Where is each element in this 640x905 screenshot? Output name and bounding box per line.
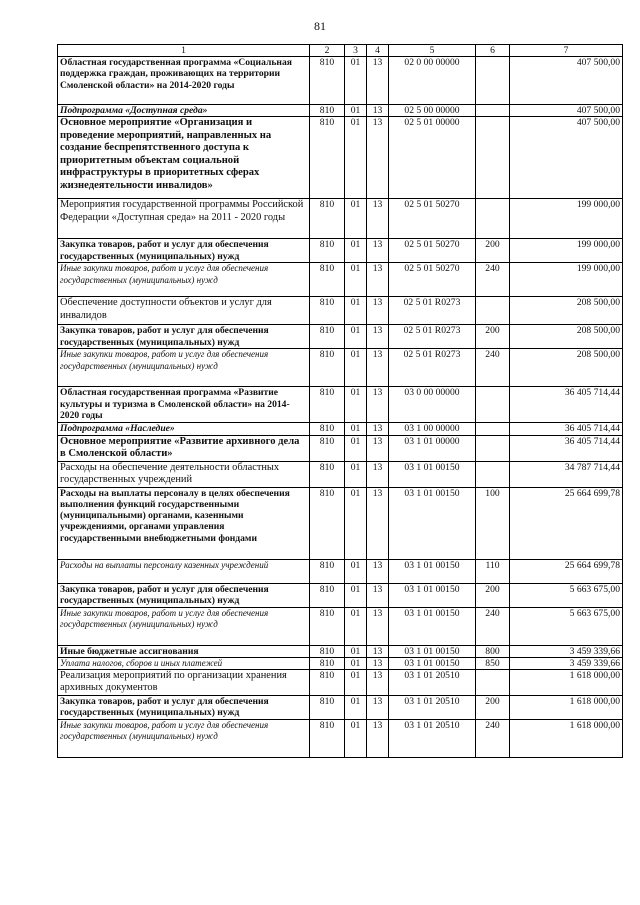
table-row [58, 645, 623, 657]
row-code-subsection: 13 [367, 670, 389, 696]
row-code-expense-type: 200 [476, 583, 510, 607]
row-code-section: 01 [345, 297, 367, 325]
row-code-ministry: 810 [310, 349, 345, 387]
row-code-ministry: 810 [310, 423, 345, 435]
row-code-expense-type [476, 297, 510, 325]
row-amount: 36 405 714,44 [510, 387, 623, 423]
row-code-subsection: 13 [367, 461, 389, 487]
row-name: Закупка товаров, работ и услуг для обеспечения государственных (муниципальных) нужд [58, 696, 310, 720]
row-code-target: 02 5 01 50270 [389, 199, 476, 239]
row-name: Реализация мероприятий по организации хранения архивных документов [58, 670, 310, 696]
row-code-subsection: 13 [367, 423, 389, 435]
row-name: Областная государственная программа «Развитие культуры и туризма в Смоленской области» на 2014-2020 годы [58, 387, 310, 423]
row-code-section: 01 [345, 657, 367, 669]
row-amount: 199 000,00 [510, 263, 623, 297]
row-code-ministry: 810 [310, 263, 345, 297]
row-code-section: 01 [345, 387, 367, 423]
row-code-ministry: 810 [310, 297, 345, 325]
header-col-5: 5 [389, 45, 476, 57]
row-code-subsection: 13 [367, 349, 389, 387]
row-name: Подпрограмма «Доступная среда» [58, 105, 310, 117]
row-code-subsection: 13 [367, 199, 389, 239]
row-code-target: 02 5 00 00000 [389, 105, 476, 117]
header-col-7: 7 [510, 45, 623, 57]
row-code-target: 02 5 01 R0273 [389, 297, 476, 325]
row-code-ministry: 810 [310, 325, 345, 349]
row-code-expense-type: 240 [476, 607, 510, 645]
row-code-section: 01 [345, 487, 367, 559]
row-code-target: 03 1 01 00000 [389, 435, 476, 461]
row-name: Расходы на выплаты персоналу казенных учреждений [58, 559, 310, 583]
table-row [58, 199, 623, 239]
budget-table [57, 44, 623, 758]
row-code-subsection: 13 [367, 117, 389, 199]
row-code-subsection: 13 [367, 657, 389, 669]
row-name: Иные бюджетные ассигнования [58, 645, 310, 657]
row-amount: 208 500,00 [510, 297, 623, 325]
table-row [58, 117, 623, 199]
row-name: Иные закупки товаров, работ и услуг для обеспечения государственных (муниципальных) нужд [58, 263, 310, 297]
row-name: Закупка товаров, работ и услуг для обеспечения государственных (муниципальных) нужд [58, 325, 310, 349]
row-code-expense-type: 200 [476, 325, 510, 349]
row-code-expense-type: 240 [476, 720, 510, 758]
row-code-ministry: 810 [310, 645, 345, 657]
row-code-section: 01 [345, 325, 367, 349]
table-row [58, 423, 623, 435]
row-code-target: 03 1 01 00150 [389, 461, 476, 487]
row-code-target: 03 1 01 00150 [389, 645, 476, 657]
row-code-section: 01 [345, 349, 367, 387]
row-code-ministry: 810 [310, 461, 345, 487]
row-code-target: 03 1 01 00150 [389, 583, 476, 607]
table-row [58, 435, 623, 461]
header-col-6: 6 [476, 45, 510, 57]
row-name: Мероприятия государственной программы Российской Федерации «Доступная среда» на 2011 - 2020 годы [58, 199, 310, 239]
row-code-target: 03 1 00 00000 [389, 423, 476, 435]
row-code-section: 01 [345, 607, 367, 645]
header-col-3: 3 [345, 45, 367, 57]
table-row [58, 607, 623, 645]
header-col-2: 2 [310, 45, 345, 57]
row-amount: 1 618 000,00 [510, 696, 623, 720]
row-code-subsection: 13 [367, 435, 389, 461]
row-amount: 407 500,00 [510, 57, 623, 105]
row-code-section: 01 [345, 263, 367, 297]
row-code-expense-type [476, 105, 510, 117]
row-code-section: 01 [345, 239, 367, 263]
table-row [58, 349, 623, 387]
row-code-ministry: 810 [310, 559, 345, 583]
row-code-expense-type: 240 [476, 263, 510, 297]
table-row [58, 696, 623, 720]
table-row [58, 239, 623, 263]
row-name: Основное мероприятие «Организация и проведение мероприятий, направленных на создание беспрепятственного доступа к приоритетным объектам социальной инфраструктуры в приоритетных сферах жизнедеятельности инвалидов» [58, 117, 310, 199]
row-code-expense-type [476, 461, 510, 487]
header-row [58, 45, 623, 57]
row-code-section: 01 [345, 670, 367, 696]
row-code-section: 01 [345, 423, 367, 435]
row-amount: 407 500,00 [510, 105, 623, 117]
row-amount: 1 618 000,00 [510, 720, 623, 758]
page-number: 81 [314, 19, 326, 33]
row-code-target: 03 1 01 20510 [389, 696, 476, 720]
row-code-section: 01 [345, 57, 367, 105]
row-code-target: 03 1 01 00150 [389, 487, 476, 559]
row-name: Расходы на выплаты персоналу в целях обеспечения выполнения функций государственными (муниципальными) органами, казенными учреждениями, органами управления государственными внебюджетными фондами [58, 487, 310, 559]
row-code-ministry: 810 [310, 435, 345, 461]
row-code-ministry: 810 [310, 487, 345, 559]
row-name: Иные закупки товаров, работ и услуг для обеспечения государственных (муниципальных) нужд [58, 607, 310, 645]
row-code-ministry: 810 [310, 239, 345, 263]
row-code-section: 01 [345, 117, 367, 199]
row-amount: 199 000,00 [510, 199, 623, 239]
row-code-section: 01 [345, 696, 367, 720]
row-code-subsection: 13 [367, 387, 389, 423]
row-code-section: 01 [345, 720, 367, 758]
row-code-subsection: 13 [367, 297, 389, 325]
row-code-ministry: 810 [310, 657, 345, 669]
row-code-section: 01 [345, 559, 367, 583]
row-code-subsection: 13 [367, 720, 389, 758]
row-amount: 36 405 714,44 [510, 435, 623, 461]
row-code-expense-type [476, 57, 510, 105]
row-code-expense-type: 850 [476, 657, 510, 669]
table-row [58, 105, 623, 117]
row-name: Иные закупки товаров, работ и услуг для обеспечения государственных (муниципальных) нужд [58, 349, 310, 387]
row-name: Основное мероприятие «Развитие архивного дела в Смоленской области» [58, 435, 310, 461]
row-code-expense-type [476, 435, 510, 461]
table-row [58, 583, 623, 607]
row-code-section: 01 [345, 461, 367, 487]
row-code-expense-type: 800 [476, 645, 510, 657]
table-row [58, 297, 623, 325]
row-code-target: 02 5 01 50270 [389, 239, 476, 263]
row-code-section: 01 [345, 199, 367, 239]
row-code-target: 03 1 01 00150 [389, 559, 476, 583]
row-code-expense-type [476, 117, 510, 199]
row-code-subsection: 13 [367, 645, 389, 657]
row-code-section: 01 [345, 105, 367, 117]
row-code-expense-type [476, 670, 510, 696]
row-code-expense-type [476, 199, 510, 239]
row-name: Закупка товаров, работ и услуг для обеспечения государственных (муниципальных) нужд [58, 239, 310, 263]
table-row [58, 487, 623, 559]
row-name: Закупка товаров, работ и услуг для обеспечения государственных (муниципальных) нужд [58, 583, 310, 607]
row-code-expense-type: 100 [476, 487, 510, 559]
row-code-subsection: 13 [367, 263, 389, 297]
table-row [58, 263, 623, 297]
row-code-subsection: 13 [367, 57, 389, 105]
table-row [58, 325, 623, 349]
row-code-expense-type [476, 423, 510, 435]
row-code-ministry: 810 [310, 57, 345, 105]
row-code-ministry: 810 [310, 720, 345, 758]
row-code-subsection: 13 [367, 696, 389, 720]
row-code-target: 02 5 01 R0273 [389, 325, 476, 349]
row-amount: 1 618 000,00 [510, 670, 623, 696]
table-row [58, 720, 623, 758]
row-amount: 5 663 675,00 [510, 607, 623, 645]
table-row [58, 461, 623, 487]
row-code-ministry: 810 [310, 199, 345, 239]
row-code-target: 02 5 01 00000 [389, 117, 476, 199]
table-row [58, 670, 623, 696]
row-amount: 25 664 699,78 [510, 559, 623, 583]
row-code-ministry: 810 [310, 607, 345, 645]
header-col-4: 4 [367, 45, 389, 57]
table-row [58, 387, 623, 423]
row-name: Областная государственная программа «Социальная поддержка граждан, проживающих на территории Смоленской области» на 2014-2020 годы [58, 57, 310, 105]
row-amount: 5 663 675,00 [510, 583, 623, 607]
table-row [58, 57, 623, 105]
row-code-target: 03 1 01 20510 [389, 670, 476, 696]
row-code-section: 01 [345, 435, 367, 461]
row-name: Уплата налогов, сборов и иных платежей [58, 657, 310, 669]
row-code-subsection: 13 [367, 325, 389, 349]
row-code-section: 01 [345, 645, 367, 657]
row-code-expense-type [476, 387, 510, 423]
row-code-target: 03 1 01 00150 [389, 607, 476, 645]
row-amount: 3 459 339,66 [510, 657, 623, 669]
row-code-subsection: 13 [367, 105, 389, 117]
row-amount: 208 500,00 [510, 349, 623, 387]
row-code-expense-type: 240 [476, 349, 510, 387]
row-code-expense-type: 200 [476, 696, 510, 720]
row-amount: 208 500,00 [510, 325, 623, 349]
row-code-target: 03 0 00 00000 [389, 387, 476, 423]
row-amount: 3 459 339,66 [510, 645, 623, 657]
row-code-section: 01 [345, 583, 367, 607]
row-code-target: 03 1 01 20510 [389, 720, 476, 758]
row-code-subsection: 13 [367, 607, 389, 645]
row-name: Обеспечение доступности объектов и услуг для инвалидов [58, 297, 310, 325]
row-code-ministry: 810 [310, 583, 345, 607]
row-amount: 25 664 699,78 [510, 487, 623, 559]
row-name: Иные закупки товаров, работ и услуг для обеспечения государственных (муниципальных) нужд [58, 720, 310, 758]
table-row [58, 559, 623, 583]
row-code-ministry: 810 [310, 105, 345, 117]
row-amount: 34 787 714,44 [510, 461, 623, 487]
row-code-target: 02 5 01 R0273 [389, 349, 476, 387]
row-code-target: 03 1 01 00150 [389, 657, 476, 669]
row-code-target: 02 0 00 00000 [389, 57, 476, 105]
row-amount: 199 000,00 [510, 239, 623, 263]
row-code-ministry: 810 [310, 117, 345, 199]
row-code-target: 02 5 01 50270 [389, 263, 476, 297]
row-code-ministry: 810 [310, 670, 345, 696]
table-row [58, 657, 623, 669]
row-code-ministry: 810 [310, 387, 345, 423]
row-code-expense-type: 110 [476, 559, 510, 583]
row-code-ministry: 810 [310, 696, 345, 720]
row-code-subsection: 13 [367, 583, 389, 607]
row-code-subsection: 13 [367, 239, 389, 263]
header-col-1: 1 [58, 45, 310, 57]
row-code-expense-type: 200 [476, 239, 510, 263]
row-amount: 36 405 714,44 [510, 423, 623, 435]
row-code-subsection: 13 [367, 559, 389, 583]
row-amount: 407 500,00 [510, 117, 623, 199]
row-code-subsection: 13 [367, 487, 389, 559]
row-name: Расходы на обеспечение деятельности областных государственных учреждений [58, 461, 310, 487]
row-name: Подпрограмма «Наследие» [58, 423, 310, 435]
